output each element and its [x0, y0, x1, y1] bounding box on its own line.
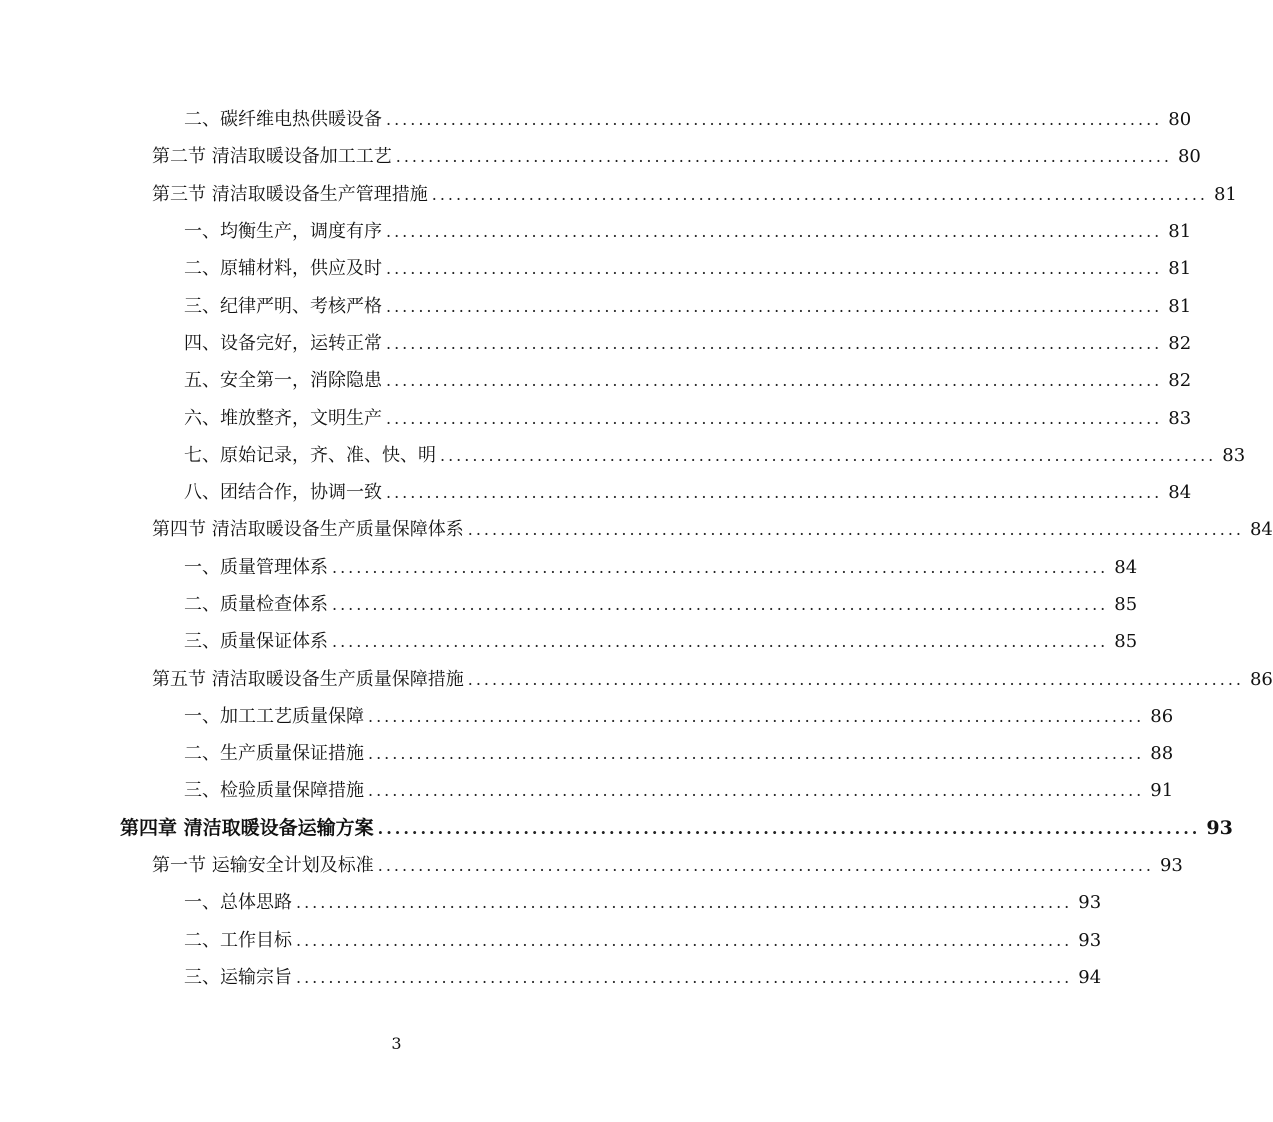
dot-leader: ................................................................................................ [431, 184, 1208, 204]
dot-leader: ................................................................................................ [368, 781, 1145, 801]
toc-entry-label: 第一节 运输安全计划及标准 [152, 847, 378, 884]
toc-entry-page: 82 [1162, 325, 1191, 362]
dot-leader: ................................................................................................ [467, 669, 1244, 689]
toc-entry-page: 85 [1108, 623, 1137, 660]
toc-entry[interactable] [0, 474, 1192, 511]
dot-leader: ................................................................................................ [395, 147, 1172, 167]
dot-leader: ................................................................................................ [386, 408, 1163, 428]
toc-entry-label: 第四节 清洁取暖设备生产质量保障体系 [152, 511, 468, 548]
toc-entry-label: 第四章 清洁取暖设备运输方案 [120, 810, 378, 847]
toc-entry-label: 三、纪律严明、考核严格 [184, 288, 386, 325]
toc-entry-label: 一、总体思路 [184, 884, 296, 921]
toc-entry-page: 80 [1162, 101, 1191, 138]
toc-entry[interactable] [0, 847, 1183, 884]
dot-leader: ................................................................................................ [386, 222, 1163, 242]
toc-entry-page: 81 [1162, 250, 1191, 287]
dot-leader: ................................................................................................ [296, 930, 1073, 950]
dot-leader: ................................................................................................ [332, 595, 1109, 614]
toc-entry[interactable] [0, 884, 1102, 921]
toc-entry[interactable] [0, 437, 1246, 474]
toc-entry[interactable] [0, 101, 1192, 138]
toc-entry-label: 三、质量保证体系 [184, 623, 332, 660]
dot-leader: ................................................................................................ [377, 818, 1201, 838]
toc-entry[interactable] [0, 250, 1192, 287]
toc-entry-label: 二、生产质量保证措施 [184, 735, 368, 772]
toc-entry-label: 一、加工工艺质量保障 [184, 698, 368, 735]
toc-entry-label: 二、原辅材料，供应及时 [184, 250, 386, 287]
toc-entry[interactable] [0, 698, 1174, 735]
toc-entry[interactable] [0, 325, 1192, 362]
toc-entry[interactable] [0, 176, 1237, 213]
toc-entry[interactable] [0, 922, 1102, 959]
toc-entry-page: 82 [1162, 362, 1191, 399]
toc-entry[interactable] [0, 735, 1174, 772]
toc-entry-page: 94 [1072, 959, 1101, 996]
toc-entry-label: 第三节 清洁取暖设备生产管理措施 [152, 176, 432, 213]
dot-leader: ................................................................................................ [386, 110, 1163, 130]
toc-entry-label: 三、检验质量保障措施 [184, 772, 368, 809]
toc-entry-page: 83 [1216, 437, 1245, 474]
toc-entry-label: 一、均衡生产，调度有序 [184, 213, 386, 250]
toc-entry-label: 七、原始记录，齐、准、快、明 [184, 437, 440, 474]
dot-leader: ................................................................................................ [332, 557, 1109, 577]
toc-entry[interactable] [0, 549, 1138, 586]
toc-entry-chapter[interactable] [0, 810, 1233, 847]
toc-entry[interactable] [0, 287, 1192, 324]
toc-entry[interactable] [0, 660, 1273, 697]
toc-entry[interactable] [0, 138, 1201, 175]
toc-entry[interactable] [0, 399, 1192, 436]
table-of-contents [0, 101, 1273, 996]
toc-entry-page: 81 [1162, 288, 1191, 325]
dot-leader: ................................................................................................ [386, 333, 1163, 353]
toc-entry-page: 85 [1108, 586, 1137, 623]
dot-leader: ................................................................................................ [386, 371, 1163, 391]
toc-entry-page: 81 [1162, 213, 1191, 250]
toc-entry-page: 86 [1244, 661, 1273, 698]
toc-entry[interactable] [0, 511, 1273, 548]
dot-leader: ................................................................................................ [296, 967, 1073, 987]
toc-entry-label: 六、堆放整齐，文明生产 [184, 400, 386, 437]
toc-entry-label: 五、安全第一，消除隐患 [184, 362, 386, 399]
toc-entry[interactable] [0, 959, 1102, 996]
dot-leader: ................................................................................................ [332, 632, 1109, 652]
toc-entry-page: 84 [1244, 511, 1273, 548]
toc-entry-page: 81 [1208, 176, 1237, 213]
toc-entry-page: 91 [1144, 772, 1173, 809]
dot-leader: ................................................................................................ [377, 856, 1154, 876]
page-number: 3 [391, 1034, 402, 1053]
toc-entry-label: 二、碳纤维电热供暖设备 [184, 101, 386, 138]
toc-entry-label: 第二节 清洁取暖设备加工工艺 [152, 138, 396, 175]
toc-entry-page: 84 [1162, 474, 1191, 511]
toc-entry-label: 四、设备完好，运转正常 [184, 325, 386, 362]
toc-entry-page: 93 [1154, 847, 1183, 884]
toc-entry[interactable] [0, 362, 1192, 399]
toc-entry[interactable] [0, 586, 1138, 623]
toc-entry-page: 93 [1072, 884, 1101, 921]
dot-leader: ................................................................................................ [386, 483, 1163, 503]
toc-entry-label: 一、质量管理体系 [184, 549, 332, 586]
dot-leader: ................................................................................................ [296, 893, 1073, 913]
toc-entry-label: 八、团结合作，协调一致 [184, 474, 386, 511]
dot-leader: ................................................................................................ [386, 296, 1163, 316]
toc-entry-page: 88 [1144, 735, 1173, 772]
toc-entry-label: 二、工作目标 [184, 922, 296, 959]
dot-leader: ................................................................................................ [368, 744, 1145, 764]
toc-entry[interactable] [0, 213, 1192, 250]
toc-entry-label: 第五节 清洁取暖设备生产质量保障措施 [152, 661, 468, 698]
toc-entry-page: 93 [1200, 810, 1232, 847]
toc-entry[interactable] [0, 623, 1138, 660]
toc-entry-page: 93 [1072, 922, 1101, 959]
toc-entry-page: 83 [1162, 400, 1191, 437]
dot-leader: ................................................................................................ [386, 259, 1163, 279]
dot-leader: ................................................................................................ [467, 520, 1244, 540]
dot-leader: ................................................................................................ [440, 445, 1217, 465]
toc-entry-label: 二、质量检查体系 [184, 586, 332, 623]
toc-entry[interactable] [0, 772, 1174, 809]
toc-entry-page: 80 [1172, 138, 1201, 175]
dot-leader: ................................................................................................ [368, 706, 1145, 726]
toc-entry-page: 84 [1108, 549, 1137, 586]
toc-entry-page: 86 [1144, 698, 1173, 735]
toc-entry-label: 三、运输宗旨 [184, 959, 296, 996]
